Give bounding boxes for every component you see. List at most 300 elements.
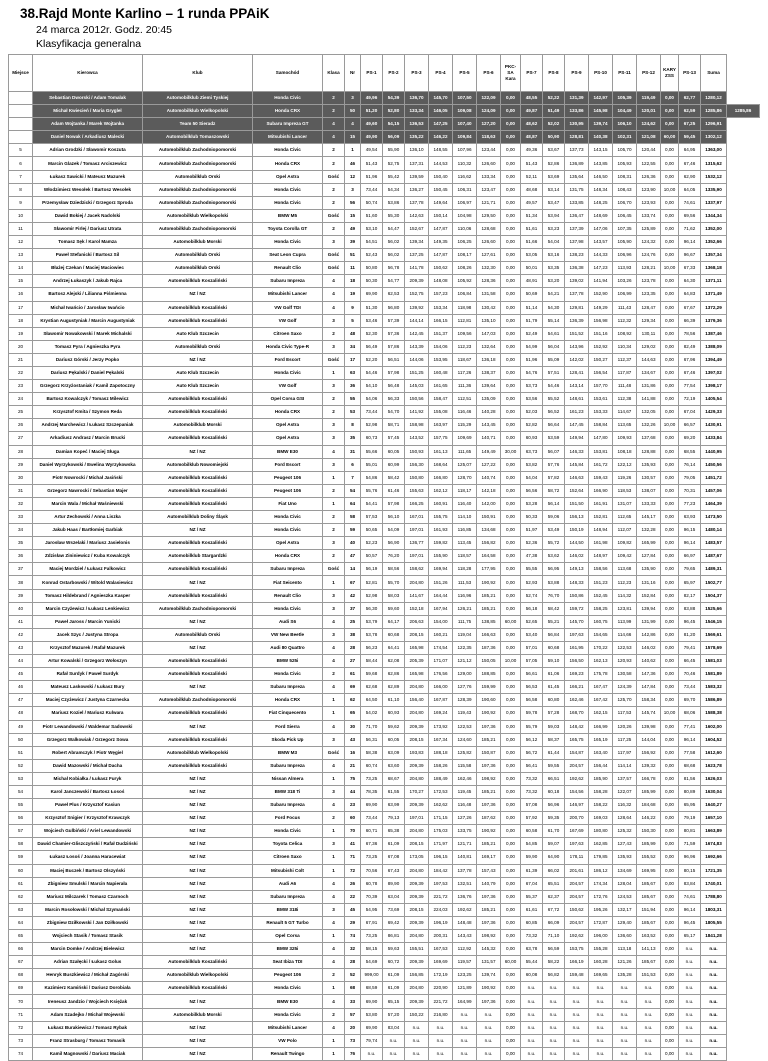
- position-cell: 14: [9, 262, 33, 275]
- stage-time-cell: 10,00: [661, 707, 679, 720]
- car-cell: Citroen Saxo: [253, 851, 323, 864]
- stage-time-cell: 55,90: [383, 144, 405, 157]
- stage-time-cell: 0,00: [501, 916, 521, 929]
- number-cell: 5: [345, 314, 361, 327]
- stage-time-cell: 0,00: [661, 236, 679, 249]
- position-cell: 40: [9, 602, 33, 615]
- stage-time-cell: 122,09: [477, 92, 501, 105]
- driver-cell: Marcin Glazek / Tomasz Arciszewicz: [33, 157, 143, 170]
- stage-time-cell: 77,41: [679, 720, 701, 733]
- stage-time-cell: 56,09: [383, 131, 405, 144]
- class-cell: 1: [323, 1047, 345, 1060]
- stage-time-cell: 136,10: [405, 144, 429, 157]
- club-cell: Automobilklub Doliny Śląsk: [143, 511, 253, 524]
- stage-time-cell: 0,00: [661, 406, 679, 419]
- stage-time-cell: 118,17: [453, 484, 477, 497]
- class-cell: 2: [323, 406, 345, 419]
- column-header: PS-6: [477, 55, 501, 92]
- stage-time-cell: 190,92: [477, 707, 501, 720]
- club-cell: NZ / NZ: [143, 799, 253, 812]
- stage-time-cell: 0,00: [661, 445, 679, 458]
- stage-time-cell: 56,61: [521, 668, 543, 681]
- stage-time-cell: 59,68: [361, 668, 383, 681]
- number-cell: 73: [345, 1034, 361, 1047]
- total-cell: 1372,29: [701, 301, 727, 314]
- table-row: [9, 445, 760, 458]
- stage-time-cell: 156,92: [637, 746, 661, 759]
- stage-time-cell: 0,00: [501, 105, 521, 118]
- class-cell: 4: [323, 288, 345, 301]
- stage-time-cell: 0,00: [501, 249, 521, 262]
- stage-time-cell: n.u.: [405, 1034, 429, 1047]
- stage-time-cell: 118,57: [453, 550, 477, 563]
- stage-time-cell: 0,00: [501, 576, 521, 589]
- stage-time-cell: n.u.: [589, 1008, 613, 1021]
- table-row: [9, 930, 760, 943]
- class-cell: 2: [323, 393, 345, 406]
- club-cell: Automobilklub Koszaliński: [143, 393, 253, 406]
- driver-cell: Franz Strasburg / Tomasz Tomasik: [33, 1034, 143, 1047]
- driver-cell: Zbigniew Dziłkowski / Jan Dziłkowski: [33, 916, 143, 929]
- car-cell: Opel Astra: [253, 419, 323, 432]
- stage-time-cell: 205,39: [405, 655, 429, 668]
- total-cell: 1487,67: [701, 550, 727, 563]
- club-cell: NZ / NZ: [143, 995, 253, 1008]
- column-header: PS-10: [589, 55, 613, 92]
- stage-time-cell: 57,86: [383, 340, 405, 353]
- stage-time-cell: 190,60: [477, 694, 501, 707]
- stage-time-cell: 150,30: [637, 825, 661, 838]
- stage-time-cell: 156,85: [405, 969, 429, 982]
- position-cell: 22: [9, 366, 33, 379]
- stage-time-cell: 0,00: [661, 576, 679, 589]
- car-cell: Honda Civic: [253, 825, 323, 838]
- stage-time-cell: 52,23: [361, 537, 383, 550]
- class-cell: Gość: [323, 353, 345, 366]
- stage-time-cell: 53,16: [543, 249, 565, 262]
- car-cell: VW New Beetle: [253, 628, 323, 641]
- stage-time-cell: 62,08: [383, 655, 405, 668]
- stage-time-cell: 154,06: [429, 340, 453, 353]
- stage-time-cell: 64,05: [679, 183, 701, 196]
- stage-time-cell: 126,21: [453, 602, 477, 615]
- stage-time-cell: 134,69: [613, 864, 637, 877]
- club-cell: NZ / NZ: [143, 851, 253, 864]
- stage-time-cell: 137,78: [405, 196, 429, 209]
- driver-cell: Włodzimierz Wesołek / Bartosz Wesołek: [33, 183, 143, 196]
- stage-time-cell: 198,92: [477, 930, 501, 943]
- position-cell: 70: [9, 995, 33, 1008]
- club-cell: NZ / NZ: [143, 353, 253, 366]
- stage-time-cell: 58,03: [383, 589, 405, 602]
- stage-time-cell: 64,30: [679, 275, 701, 288]
- car-cell: Opel Astra: [253, 170, 323, 183]
- stage-time-cell: 0,00: [661, 903, 679, 916]
- stage-time-cell: 160,21: [429, 628, 453, 641]
- number-cell: 64: [345, 497, 361, 510]
- results-body: [9, 92, 760, 1061]
- stage-time-cell: 150,27: [589, 353, 613, 366]
- stage-time-cell: 0,00: [501, 340, 521, 353]
- stage-time-cell: 76,20: [383, 550, 405, 563]
- driver-cell: Łukasz Burakiewicz / Tomasz Rybak: [33, 1021, 143, 1034]
- stage-time-cell: 147,25: [429, 118, 453, 131]
- stage-time-cell: 164,44: [429, 589, 453, 602]
- stage-time-cell: 0,00: [501, 877, 521, 890]
- stage-time-cell: 154,87: [565, 746, 589, 759]
- stage-time-cell: 158,98: [405, 419, 429, 432]
- stage-time-cell: 137,57: [613, 772, 637, 785]
- car-cell: Opel Astra: [253, 537, 323, 550]
- stage-time-cell: 81,56: [679, 772, 701, 785]
- stage-time-cell: 55,55: [521, 563, 543, 576]
- stage-time-cell: 119,43: [453, 707, 477, 720]
- stage-time-cell: 131,07: [613, 497, 637, 510]
- position-cell: 58: [9, 838, 33, 851]
- stage-time-cell: 51,79: [521, 314, 543, 327]
- stage-time-cell: 180,80: [589, 825, 613, 838]
- stage-time-cell: 128,36: [477, 275, 501, 288]
- stage-time-cell: 54,30: [543, 301, 565, 314]
- stage-time-cell: 48,55: [521, 92, 543, 105]
- club-cell: Automobilklub Zachodniopomorski: [143, 196, 253, 209]
- stage-time-cell: 172,87: [589, 916, 613, 929]
- stage-time-cell: 58,72: [543, 484, 565, 497]
- position-cell: 28: [9, 445, 33, 458]
- stage-time-cell: 56,18: [521, 602, 543, 615]
- stage-time-cell: 60,85: [521, 916, 543, 929]
- stage-time-cell: 53,59: [543, 432, 565, 445]
- stage-time-cell: 148,48: [453, 916, 477, 929]
- stage-time-cell: 54,04: [543, 236, 565, 249]
- position-cell: 35: [9, 537, 33, 550]
- stage-time-cell: n.u.: [679, 1034, 701, 1047]
- driver-cell: Mateusz Laskowski / Łukasz Bury: [33, 681, 143, 694]
- table-row: [9, 419, 760, 432]
- stage-time-cell: 57,82: [543, 471, 565, 484]
- stage-time-cell: 83,04: [383, 1021, 405, 1034]
- stage-time-cell: 107,35: [613, 222, 637, 235]
- stage-time-cell: 221,72: [429, 995, 453, 1008]
- stage-time-cell: 56,78: [383, 262, 405, 275]
- class-cell: 2: [323, 92, 345, 105]
- driver-cell: Dawid Chamier-Gliszczyński / Rafał Dudziński: [33, 838, 143, 851]
- stage-time-cell: 162,62: [429, 799, 453, 812]
- stage-time-cell: 204,80: [405, 576, 429, 589]
- car-cell: VW Golf: [253, 380, 323, 393]
- number-cell: 53: [345, 406, 361, 419]
- club-cell: Automobilklub Koszaliński: [143, 707, 253, 720]
- stage-time-cell: 60,05: [383, 445, 405, 458]
- stage-time-cell: 54,69: [361, 956, 383, 969]
- position-cell: 7: [9, 170, 33, 183]
- stage-time-cell: 56,31: [361, 733, 383, 746]
- stage-time-cell: 132,30: [477, 262, 501, 275]
- stage-time-cell: n.u.: [405, 1047, 429, 1060]
- stage-time-cell: 127,76: [453, 681, 477, 694]
- table-row: [9, 484, 760, 497]
- stage-time-cell: 67,08: [383, 851, 405, 864]
- stage-time-cell: n.u.: [565, 982, 589, 995]
- stage-time-cell: 176,56: [429, 668, 453, 681]
- class-cell: Gość: [323, 746, 345, 759]
- class-cell: 3: [323, 733, 345, 746]
- stage-time-cell: 56,80: [383, 301, 405, 314]
- stage-time-cell: 63,99: [383, 799, 405, 812]
- stage-time-cell: 0,00: [661, 956, 679, 969]
- stage-time-cell: 144,06: [405, 353, 429, 366]
- stage-time-cell: 139,59: [405, 170, 429, 183]
- club-cell: NZ / NZ: [143, 877, 253, 890]
- driver-cell: Zdzisław Zininiewicz / Kuba Kowalczyk: [33, 550, 143, 563]
- stage-time-cell: 139,74: [589, 118, 613, 131]
- stage-time-cell: 58,38: [361, 746, 383, 759]
- stage-time-cell: 105,90: [613, 236, 637, 249]
- stage-time-cell: 83,84: [679, 877, 701, 890]
- club-cell: Automobilklub Orski: [143, 170, 253, 183]
- stage-time-cell: 150,05: [477, 655, 501, 668]
- stage-time-cell: 117,25: [613, 733, 637, 746]
- stage-time-cell: 131,58: [477, 288, 501, 301]
- position-cell: 63: [9, 903, 33, 916]
- stage-time-cell: 127,84: [637, 550, 661, 563]
- stage-time-cell: 59,63: [383, 943, 405, 956]
- stage-time-cell: 0,00: [661, 524, 679, 537]
- club-cell: NZ / NZ: [143, 916, 253, 929]
- stage-time-cell: 185,90: [589, 772, 613, 785]
- stage-time-cell: 153,33: [589, 406, 613, 419]
- stage-time-cell: 135,28: [613, 969, 637, 982]
- stage-time-cell: 57,92: [521, 812, 543, 825]
- stage-time-cell: 0,00: [501, 681, 521, 694]
- table-row: [9, 864, 760, 877]
- stage-time-cell: 116,48: [453, 799, 477, 812]
- driver-cell: Grzegorz Krzyżostaniak / Kamil Zapotoczny: [33, 380, 143, 393]
- total-cell: 1586,89: [701, 694, 727, 707]
- stage-time-cell: 145,74: [637, 707, 661, 720]
- table-row: [9, 694, 760, 707]
- class-cell: 2: [323, 183, 345, 196]
- club-cell: Auto Klub Szczecin: [143, 366, 253, 379]
- stage-time-cell: 157,70: [589, 380, 613, 393]
- stage-time-cell: 162,12: [429, 484, 453, 497]
- stage-time-cell: 155,52: [637, 851, 661, 864]
- club-cell: Automobilklub Orski: [143, 249, 253, 262]
- stage-time-cell: 125,32: [613, 825, 637, 838]
- stage-time-cell: 71,70: [361, 720, 383, 733]
- stage-time-cell: 220,90: [429, 982, 453, 995]
- stage-time-cell: 152,81: [589, 511, 613, 524]
- stage-time-cell: 69,56: [679, 209, 701, 222]
- table-row: [9, 890, 760, 903]
- stage-time-cell: 63,60: [383, 759, 405, 772]
- stage-time-cell: 200,31: [429, 930, 453, 943]
- stage-time-cell: 120,26: [613, 720, 637, 733]
- stage-time-cell: 122,55: [637, 157, 661, 170]
- stage-time-cell: 69,42: [383, 916, 405, 929]
- stage-time-cell: 158,25: [589, 602, 613, 615]
- driver-cell: Daniel Wyrzykowski / Ewelina Wyrzykowska: [33, 458, 143, 471]
- column-header: PS-1: [361, 55, 383, 92]
- stage-time-cell: 65,15: [383, 995, 405, 1008]
- stage-time-cell: 0,00: [661, 759, 679, 772]
- stage-time-cell: 147,45: [565, 419, 589, 432]
- class-cell: 1: [323, 366, 345, 379]
- stage-time-cell: 0,00: [501, 209, 521, 222]
- driver-cell: Tomasz Pyra / Agnieszka Pyra: [33, 340, 143, 353]
- stage-time-cell: 122,07: [613, 785, 637, 798]
- number-cell: 3: [345, 183, 361, 196]
- total-cell: 1352,66: [701, 236, 727, 249]
- position-cell: 48: [9, 707, 33, 720]
- position-cell: 29: [9, 458, 33, 471]
- stage-time-cell: 107,40: [453, 118, 477, 131]
- stage-time-cell: 96,14: [679, 537, 701, 550]
- stage-time-cell: 0,00: [501, 890, 521, 903]
- driver-cell: Maciej Czyżewicz / Justyna Czarnecka: [33, 694, 143, 707]
- number-cell: 52: [345, 969, 361, 982]
- stage-time-cell: 63,04: [383, 890, 405, 903]
- column-header: Klasa: [323, 55, 345, 92]
- total-cell: 1440,95: [701, 445, 727, 458]
- stage-time-cell: 63,78: [521, 943, 543, 956]
- stage-time-cell: 56,95: [543, 563, 565, 576]
- stage-time-cell: 185,67: [637, 956, 661, 969]
- stage-time-cell: 160,48: [429, 366, 453, 379]
- stage-time-cell: 49,60: [361, 118, 383, 131]
- class-cell: 2: [323, 524, 345, 537]
- stage-time-cell: 106,25: [453, 236, 477, 249]
- stage-time-cell: 161,93: [429, 524, 453, 537]
- car-cell: Renault Twingo: [253, 1047, 323, 1060]
- stage-time-cell: 109,93: [613, 432, 637, 445]
- stage-time-cell: 155,63: [405, 484, 429, 497]
- stage-time-cell: 78,35: [361, 785, 383, 798]
- stage-time-cell: 136,27: [405, 183, 429, 196]
- driver-cell: Adrian Grodzki / Sławomir Koszuta: [33, 144, 143, 157]
- total-cell: 1296,91: [701, 118, 727, 131]
- stage-time-cell: 0,00: [501, 484, 521, 497]
- number-cell: 30: [345, 720, 361, 733]
- stage-time-cell: 197,36: [477, 916, 501, 929]
- stage-time-cell: 169,95: [637, 864, 661, 877]
- club-cell: Automobilklub Zachodniopomorski: [143, 144, 253, 157]
- number-cell: 31: [345, 445, 361, 458]
- stage-time-cell: 0,00: [661, 943, 679, 956]
- stage-time-cell: 0,00: [661, 825, 679, 838]
- stage-time-cell: 52,86: [543, 157, 565, 170]
- total-cell: 1674,83: [701, 838, 727, 851]
- stage-time-cell: 123,25: [453, 969, 477, 982]
- stage-time-cell: 60,68: [383, 628, 405, 641]
- stage-time-cell: n.u.: [429, 1034, 453, 1047]
- position-cell: 45: [9, 668, 33, 681]
- position-cell: 43: [9, 641, 33, 654]
- position-cell: 66: [9, 943, 33, 956]
- stage-time-cell: 96,15: [679, 524, 701, 537]
- car-cell: Subaru Impreza: [253, 759, 323, 772]
- stage-time-cell: 164,99: [453, 995, 477, 1008]
- stage-time-cell: 52,74: [521, 589, 543, 602]
- stage-time-cell: 167,69: [565, 825, 589, 838]
- table-row: [9, 995, 760, 1008]
- stage-time-cell: n.u.: [613, 1008, 637, 1021]
- club-cell: NZ / NZ: [143, 812, 253, 825]
- driver-cell: Bartosz Kowalczyk / Tomasz Milewicz: [33, 393, 143, 406]
- club-cell: Automobilklub Koszaliński: [143, 982, 253, 995]
- stage-time-cell: 0,00: [661, 720, 679, 733]
- stage-time-cell: 150,56: [405, 393, 429, 406]
- club-cell: NZ / NZ: [143, 890, 253, 903]
- stage-time-cell: 58,42: [543, 602, 565, 615]
- table-row: [9, 903, 760, 916]
- stage-time-cell: n.u.: [543, 1008, 565, 1021]
- stage-time-cell: 139,98: [637, 720, 661, 733]
- stage-time-cell: 56,14: [543, 497, 565, 510]
- total-cell: n.u.: [701, 1008, 727, 1021]
- car-cell: Citroen Saxo: [253, 327, 323, 340]
- driver-cell: Rafał Surdyk / Paweł Surdyk: [33, 668, 143, 681]
- stage-time-cell: 54,99: [521, 340, 543, 353]
- driver-cell: Marcin Wala / Michał Waśniewski: [33, 497, 143, 510]
- stage-time-cell: 67,04: [521, 877, 543, 890]
- stage-time-cell: 0,00: [661, 746, 679, 759]
- table-row: [9, 327, 760, 340]
- class-cell: Gość: [323, 262, 345, 275]
- stage-time-cell: 192,62: [453, 903, 477, 916]
- stage-time-cell: 56,59: [543, 943, 565, 956]
- stage-time-cell: 0,00: [661, 393, 679, 406]
- total-cell: 1721,35: [701, 864, 727, 877]
- position-cell: 61: [9, 877, 33, 890]
- stage-time-cell: 53,40: [521, 628, 543, 641]
- stage-time-cell: 0,00: [661, 537, 679, 550]
- stage-time-cell: 165,98: [405, 641, 429, 654]
- table-row: [9, 471, 760, 484]
- total-cell: n.u.: [701, 943, 727, 956]
- stage-time-cell: 120,01: [637, 105, 661, 118]
- table-row: [9, 1047, 760, 1060]
- stage-time-cell: 162,85: [589, 838, 613, 851]
- stage-time-cell: 51,96: [521, 353, 543, 366]
- stage-time-cell: 141,67: [405, 589, 429, 602]
- stage-time-cell: 112,07: [613, 524, 637, 537]
- position-cell: 44: [9, 655, 33, 668]
- stage-time-cell: 55,70: [383, 576, 405, 589]
- stage-time-cell: 117,53: [613, 707, 637, 720]
- stage-time-cell: 96,14: [679, 733, 701, 746]
- stage-time-cell: 55,79: [521, 720, 543, 733]
- car-cell: Honda Civic: [253, 982, 323, 995]
- stage-time-cell: 66,97: [679, 550, 701, 563]
- class-cell: 4: [323, 641, 345, 654]
- stage-time-cell: 70,31: [679, 484, 701, 497]
- total-cell: 1371,11: [701, 275, 727, 288]
- club-cell: Automobilklub Koszaliński: [143, 759, 253, 772]
- stage-time-cell: 197,01: [405, 550, 429, 563]
- stage-time-cell: 52,30: [361, 327, 383, 340]
- column-header: Suma: [701, 55, 727, 92]
- stage-time-cell: 158,28: [589, 785, 613, 798]
- table-row: [9, 366, 760, 379]
- stage-time-cell: n.u.: [589, 982, 613, 995]
- position-cell: 73: [9, 1034, 33, 1047]
- driver-cell: Grzegorz Walkowiak / Grzegorz Sowa: [33, 733, 143, 746]
- stage-time-cell: 127,20: [477, 118, 501, 131]
- stage-time-cell: 53,82: [521, 458, 543, 471]
- stage-time-cell: 53,73: [521, 380, 543, 393]
- stage-time-cell: n.u.: [383, 1034, 405, 1047]
